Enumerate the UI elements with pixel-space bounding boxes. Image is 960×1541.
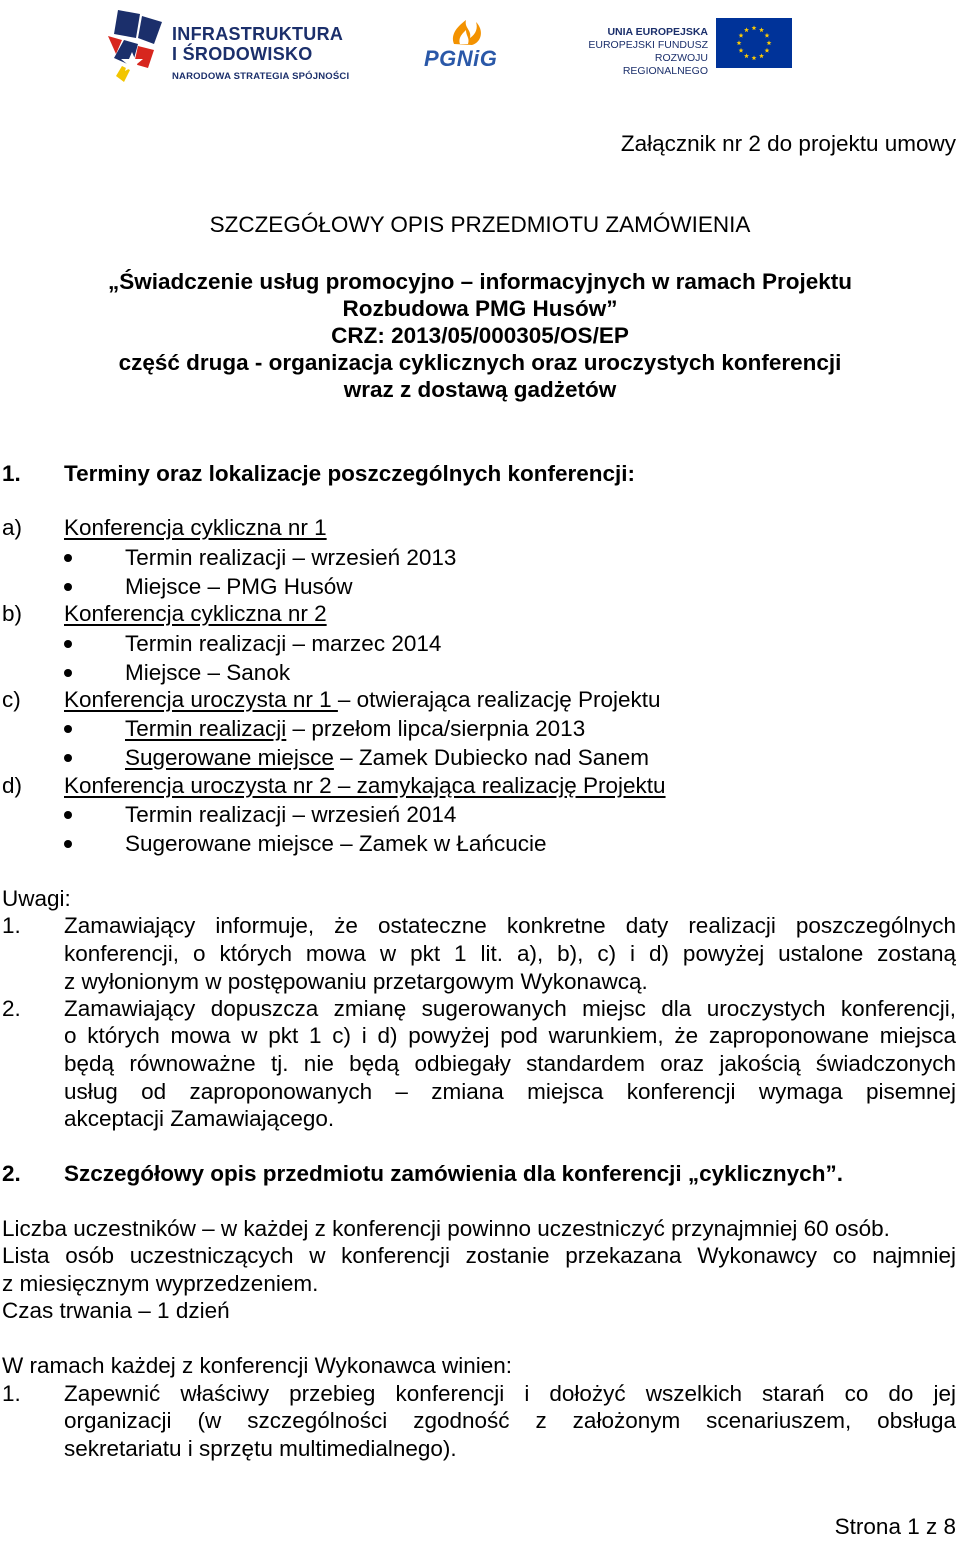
item-label: b) [2,601,23,626]
paragraph-line: z miesięcznym wyprzedzeniem. [2,1271,319,1296]
bullet-text [125,659,290,687]
duty-line: organizacji (w szczególności zgodność z założonym scenariuszem, obsługa [64,1408,956,1433]
note-line: akceptacji Zamawiającego. [64,1106,335,1131]
note-line: z wyłonionym w postępowaniu przetargowym Wykonawcą. [64,969,648,994]
bullet-lead: Sugerowane miejsce [125,831,334,856]
logo-pgnig [424,16,504,72]
section2-number: 2. [2,1161,21,1186]
page-number: Strona 1 z 8 [834,1514,956,1539]
conference-title-underlined: Konferencja uroczysta nr 2 – zamykająca realizację Projektu [64,773,666,798]
eu-line3: ROZWOJU REGIONALNEGO [622,52,708,77]
notes-heading: Uwagi: [2,886,71,911]
section1-heading: Terminy oraz lokalizacje poszczególnych konferencji: [64,461,636,486]
subtitle-line: CRZ: 2013/05/000305/OS/EP [331,323,629,348]
bullet-text [125,830,546,858]
infrastruktura-emblem-icon [108,8,166,82]
pgnig-flame-icon [448,16,484,46]
note-line: o których mowa w pkt 1 c) i d) powyżej pod warunkiem, że zaproponowane miejsca [64,1023,956,1048]
conference-title-underlined: Konferencja uroczysta nr 1 [64,687,338,712]
bullet-lead: Sugerowane miejsce [125,745,334,770]
bullet-lead: Termin realizacji [125,545,287,570]
bullet-rest: – wrzesień 2013 [286,545,457,570]
bullet-text [125,544,456,572]
conference-title [64,600,327,628]
conference-title-rest: – otwierająca realizację Projektu [337,687,661,712]
section2-intro: W ramach każdej z konferencji Wykonawca winien: [2,1353,512,1378]
section1-number: 1. [2,461,21,486]
bullet-text [125,715,585,743]
infra-title-line1: INFRASTRUKTURA [172,24,344,44]
bullet-icon [64,640,72,648]
duty-line: Zapewnić właściwy przebieg konferencji i dołożyć wszelkich starań co do jej [64,1381,956,1406]
bullet-lead: Termin realizacji [125,716,287,741]
bullet-icon [64,583,72,591]
bullet-rest: – wrzesień 2014 [286,802,457,827]
document-title: SZCZEGÓŁOWY OPIS PRZEDMIOTU ZAMÓWIENIA [209,212,751,237]
subtitle-line: Rozbudowa PMG Husów” [342,296,618,321]
bullet-rest: – Zamek Dubiecko nad Sanem [333,745,650,770]
logo-infrastruktura [108,8,348,82]
infra-title-line2: I ŚRODOWISKO [172,44,313,64]
paragraph-line: Lista osób uczestniczących w konferencji zostanie przekazana Wykonawcy co najmniej [2,1243,956,1268]
item-label: d) [2,773,23,798]
conference-title-underlined: Konferencja cykliczna nr 1 [64,515,327,540]
bullet-lead: Miejsce – Sanok [125,660,291,685]
note-line: Zamawiający informuje, że ostateczne konkretne daty realizacji poszczególnych [64,913,956,938]
note-number: 1. [2,913,21,938]
bullet-icon [64,754,72,762]
paragraph-line: Czas trwania – 1 dzień [2,1298,230,1323]
subtitle-line: „Świadczenie usług promocyjno – informacyjnych w ramach Projektu [108,269,852,294]
conference-title-underlined: Konferencja cykliczna nr 2 [64,601,327,626]
bullet-icon [64,669,72,677]
bullet-text [125,801,456,829]
item-label: c) [2,687,21,712]
bullet-rest: – marzec 2014 [286,631,442,656]
conference-title [64,772,666,800]
bullet-icon [64,811,72,819]
note-line: konferencji, o których mowa w pkt 1 lit. a), b), c) i d) powyżej ustalone zostaną [64,941,956,966]
bullet-lead: Termin realizacji [125,802,287,827]
bullet-lead: Miejsce – PMG Husów [125,574,353,599]
item-label: a) [2,515,23,540]
subtitle-line: wraz z dostawą gadżetów [343,377,617,402]
bullet-icon [64,725,72,733]
bullet-lead: Termin realizacji [125,631,287,656]
bullet-rest: – przełom lipca/sierpnia 2013 [286,716,586,741]
bullet-text [125,744,649,772]
note-line: usług od zaproponowanych – zmiana miejsca konferencji wymaga pisemnej [64,1079,956,1104]
eu-line2: EUROPEJSKI FUNDUSZ [588,39,708,51]
pgnig-wordmark: PGNiG [424,46,498,71]
note-line: będą równoważne tj. nie będą odbiegały standardem oraz jakością świadczonych [64,1051,956,1076]
conference-title [64,514,327,542]
bullet-text [125,573,353,601]
attachment-label: Załącznik nr 2 do projektu umowy [620,131,956,156]
duty-number: 1. [2,1381,21,1406]
bullet-rest: – Zamek w Łańcucie [333,831,547,856]
section2-heading: Szczegółowy opis przedmiotu zamówienia dla konferencji „cyklicznych”. [64,1161,843,1186]
subtitle-line: część druga - organizacja cyklicznych oraz uroczystych konferencji [118,350,842,375]
infra-subtitle: NARODOWA STRATEGIA SPÓJNOŚCI [172,71,350,82]
eu-line1: UNIA EUROPEJSKA [607,26,708,38]
bullet-text [125,630,441,658]
bullet-icon [64,554,72,562]
paragraph-line: Liczba uczestników – w każdej z konferencji powinno uczestniczyć przynajmniej 60 osób. [2,1216,890,1241]
bullet-icon [64,840,72,848]
conference-title [64,686,661,714]
note-line: Zamawiający dopuszcza zmianę sugerowanych miejsc dla uroczystych konferencji, [64,996,956,1021]
eu-flag-icon [716,18,792,68]
note-number: 2. [2,996,21,1021]
logo-eu [576,15,796,77]
duty-line: sekretariatu i sprzętu multimedialnego). [64,1436,457,1461]
